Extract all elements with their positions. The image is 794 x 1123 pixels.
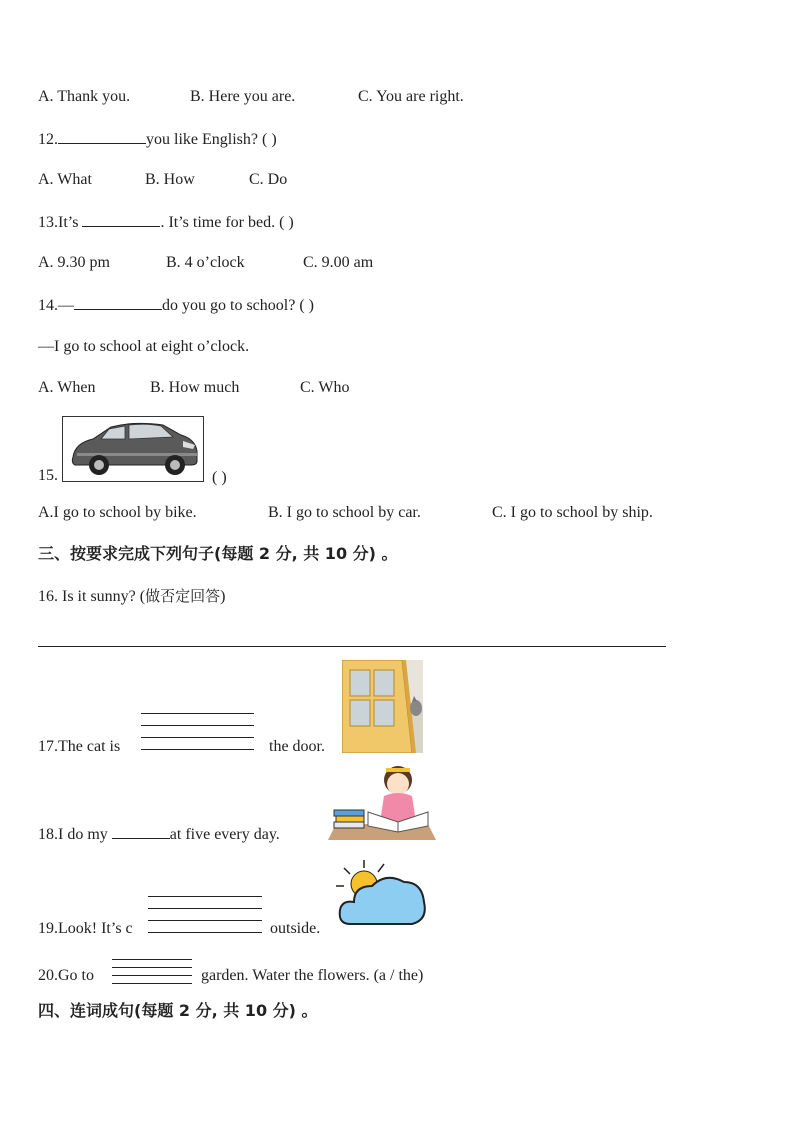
option-a: A. What bbox=[38, 171, 92, 188]
answer-line[interactable] bbox=[38, 646, 666, 647]
question-text-end: at five every day. bbox=[169, 826, 280, 843]
question-text-end: outside. bbox=[270, 920, 321, 937]
answer-lines[interactable] bbox=[148, 885, 262, 933]
section-3-title: 三、按要求完成下列句子(每题 2 分, 共 10 分) 。 bbox=[38, 544, 398, 563]
girl-reading-image bbox=[328, 762, 436, 840]
question-text: 20.Go to bbox=[38, 967, 94, 984]
door-cat-image bbox=[342, 660, 423, 753]
question-text-end: the door. bbox=[269, 738, 325, 755]
option-b: B. How much bbox=[150, 379, 240, 396]
question-text: 18.I do my bbox=[38, 826, 108, 843]
answer-blank[interactable] bbox=[74, 295, 162, 310]
question-text: 17.The cat is bbox=[38, 738, 121, 755]
close-paren: ) bbox=[220, 588, 226, 605]
instruction: 做否定回答 bbox=[145, 587, 221, 605]
option-b: B. Here you are. bbox=[190, 88, 296, 105]
answer-blank[interactable] bbox=[112, 824, 170, 839]
question-17 bbox=[38, 737, 325, 757]
answer-blank[interactable] bbox=[58, 129, 146, 144]
q14-answer: —I go to school at eight o’clock. bbox=[38, 338, 250, 355]
option-b: B. I go to school by car. bbox=[268, 504, 421, 521]
question-12 bbox=[38, 129, 277, 150]
option-c: C. 9.00 am bbox=[303, 254, 374, 271]
question-text: you like English? bbox=[146, 131, 258, 148]
option-c: C. You are right. bbox=[358, 88, 464, 105]
section-4-title: 四、连词成句(每题 2 分, 共 10 分) 。 bbox=[38, 1001, 318, 1020]
option-a: A. 9.30 pm bbox=[38, 254, 110, 271]
cloudy-sun-image bbox=[336, 858, 428, 932]
option-b: B. 4 o’clock bbox=[166, 254, 245, 271]
question-18 bbox=[38, 824, 280, 845]
question-number: 13.It’s bbox=[38, 214, 79, 231]
answer-lines[interactable] bbox=[141, 702, 254, 750]
option-a: A. Thank you. bbox=[38, 88, 131, 105]
q15-options bbox=[38, 503, 653, 523]
question-number: 12. bbox=[38, 131, 58, 148]
question-text: . It’s time for bed. bbox=[160, 214, 276, 231]
q15-answer-paren: ( ) bbox=[212, 469, 227, 486]
question-20 bbox=[38, 966, 424, 986]
q14-options bbox=[38, 378, 350, 398]
answer-lines[interactable] bbox=[112, 952, 192, 984]
question-15-number: 15. bbox=[38, 467, 58, 484]
question-text: 16. Is it sunny? ( bbox=[38, 588, 146, 605]
option-c: C. I go to school by ship. bbox=[492, 504, 653, 521]
car-image bbox=[62, 416, 204, 482]
answer-paren: ( ) bbox=[261, 131, 277, 148]
answer-paren: ( ) bbox=[279, 214, 294, 231]
question-number: 14.— bbox=[38, 297, 74, 314]
question-text-end: garden. Water the flowers. (a / the) bbox=[201, 967, 424, 984]
option-a: A.I go to school by bike. bbox=[38, 504, 197, 521]
question-text: do you go to school? bbox=[162, 297, 296, 314]
option-b: B. How bbox=[145, 171, 195, 188]
option-a: A. When bbox=[38, 379, 96, 396]
question-13 bbox=[38, 212, 294, 233]
question-text: 19.Look! It’s c bbox=[38, 920, 133, 937]
question-19 bbox=[38, 919, 321, 939]
option-c: C. Who bbox=[300, 379, 350, 396]
question-16 bbox=[38, 586, 225, 607]
answer-paren: ( ) bbox=[299, 297, 314, 314]
q12-options bbox=[38, 170, 288, 190]
answer-blank[interactable] bbox=[82, 212, 160, 227]
q13-options bbox=[38, 253, 374, 273]
option-c: C. Do bbox=[249, 171, 288, 188]
q11-options bbox=[38, 87, 464, 107]
question-14 bbox=[38, 295, 314, 316]
